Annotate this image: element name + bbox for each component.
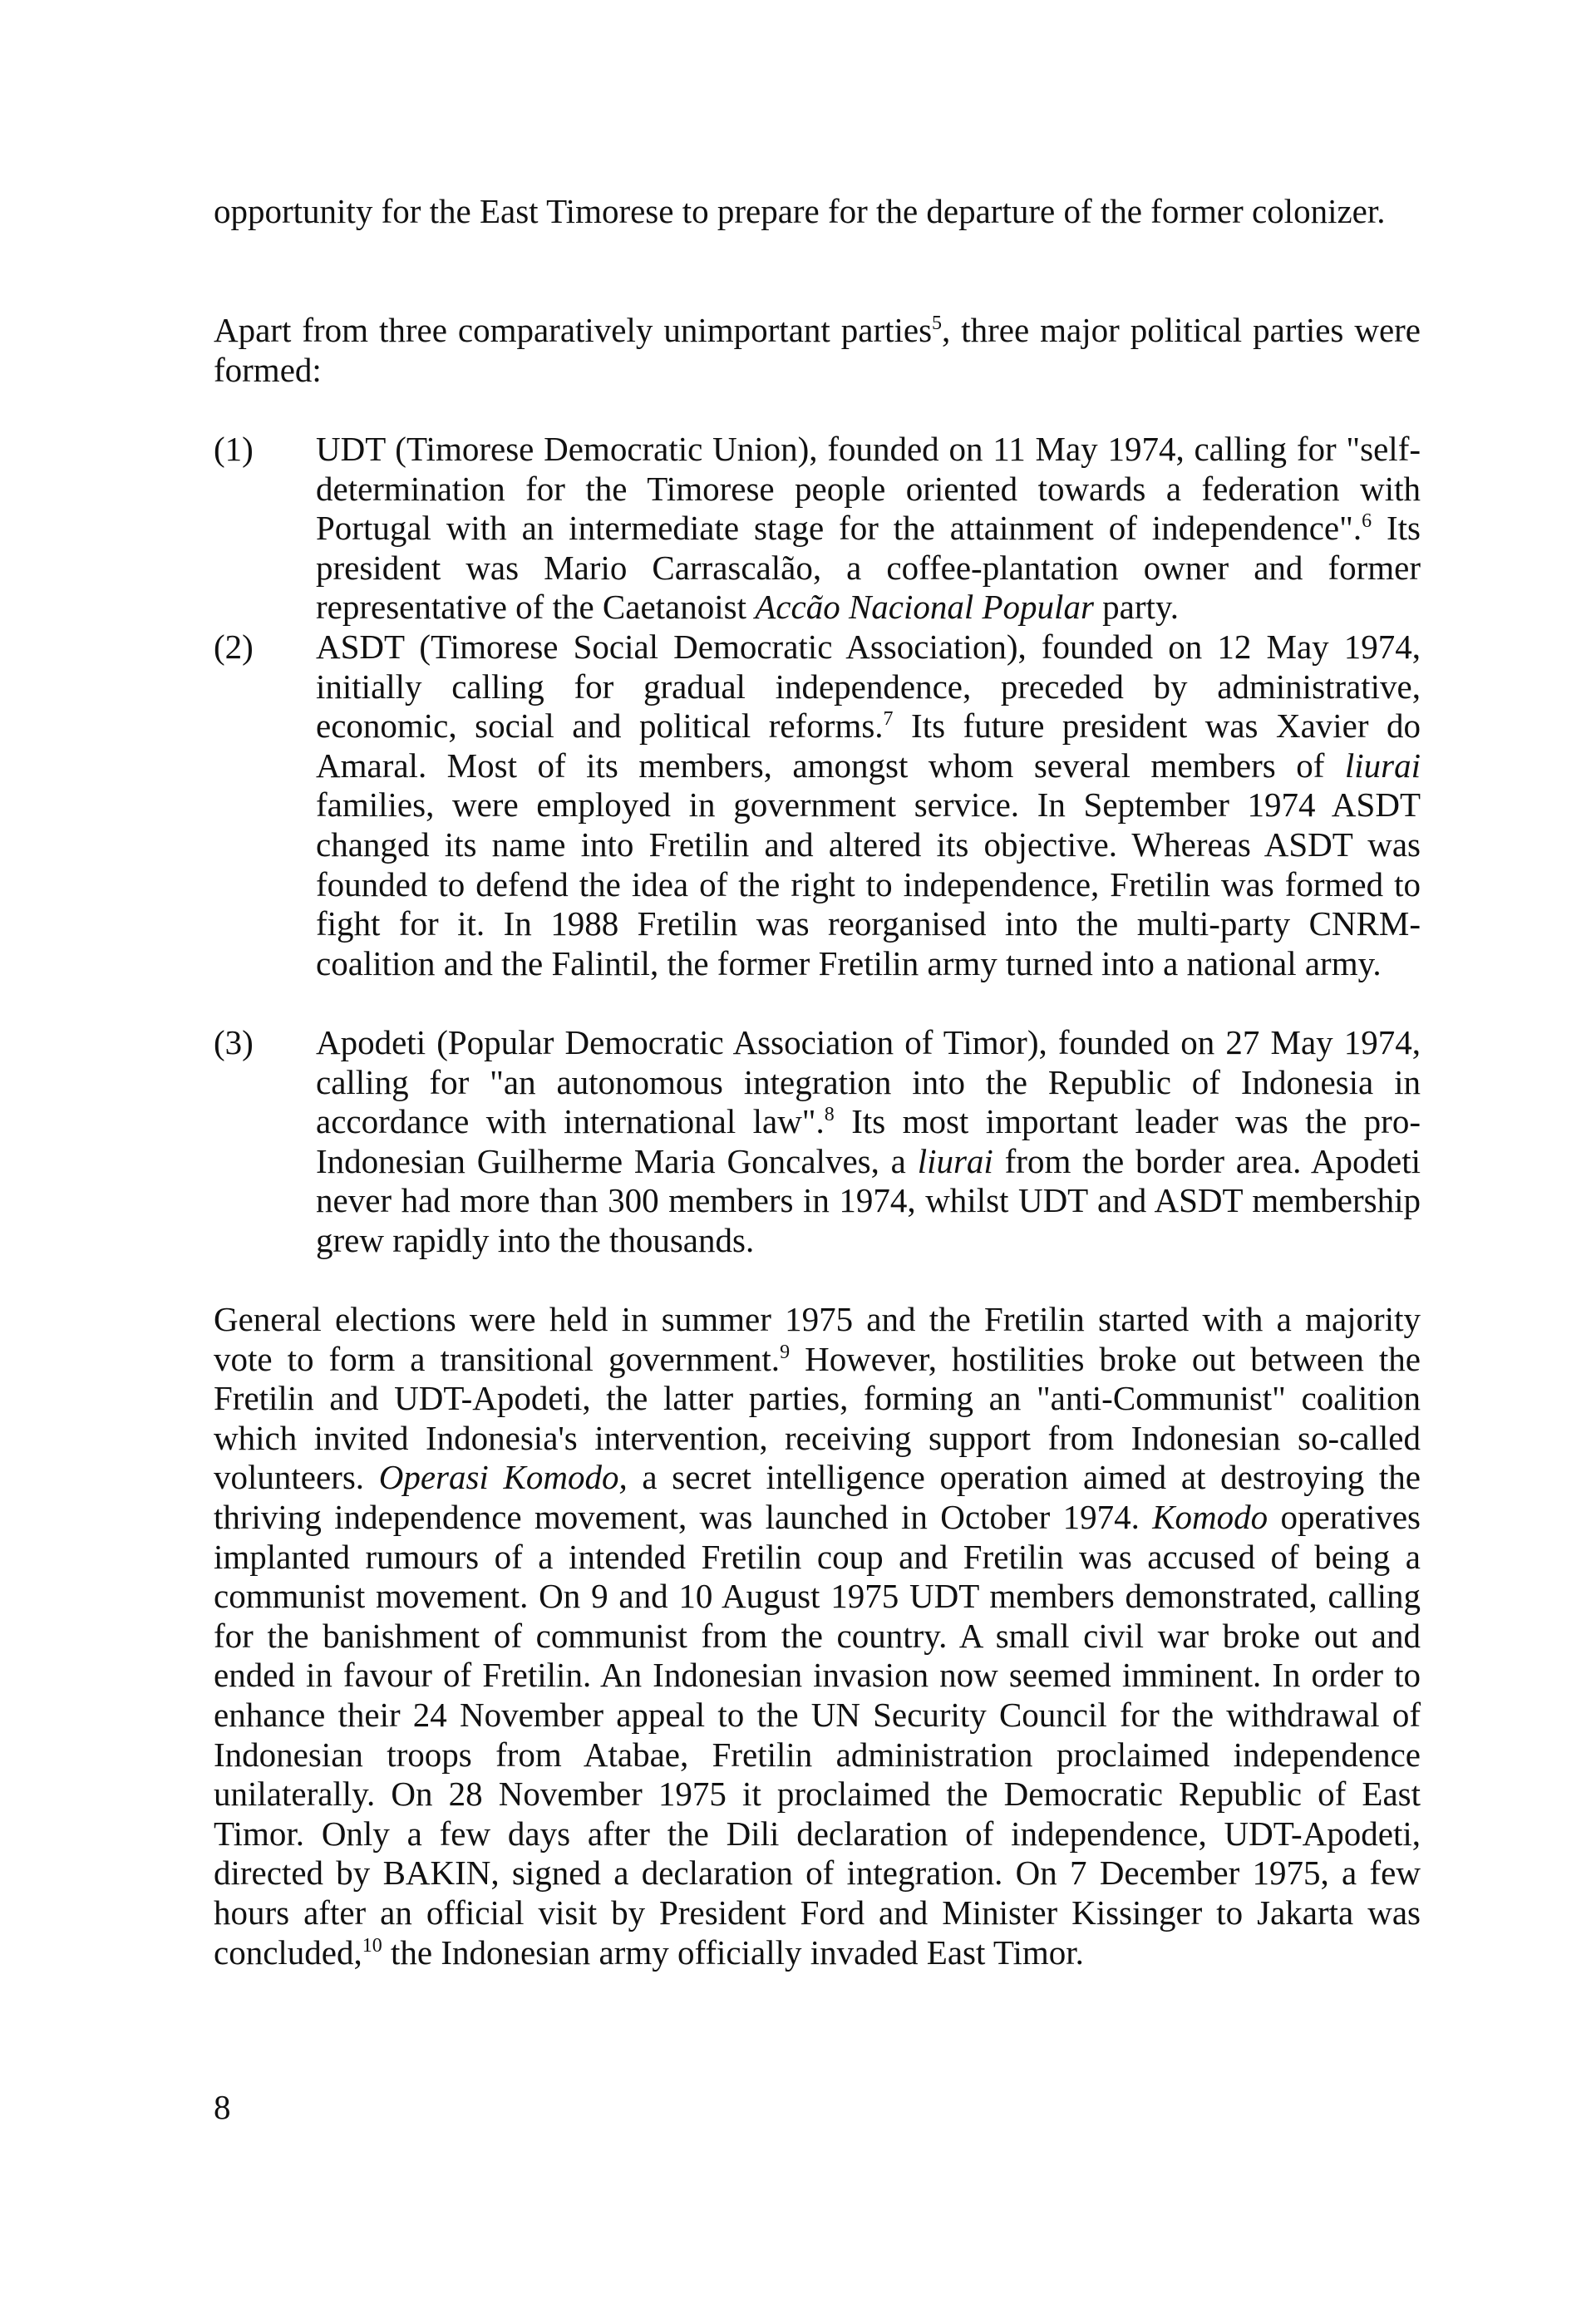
list-item-apodeti [316, 1023, 1421, 1261]
list-item-text: families, were employed in government service. In September 1974 ASDT changed its name into Fretilin and altered its objective. Whereas ASDT was founded to defend the idea of the right to independence, Fretilin was formed to fight for it. In 1988 Fretilin was reorganised into the multi-party CNRM-coalition and the Falintil, the former Fretilin army turned into a national army. [316, 785, 1421, 982]
list-item-asdt [316, 628, 1421, 983]
paragraph-text: operatives implanted rumours of a intended Fretilin coup and Fretilin was accused of being a communist movement. On 9 and 10 August 1975 UDT members demonstrated, calling for the banishment of communist from the country. A small civil war broke out and ended in favour of Fretilin. An Indonesian invasion now seemed imminent. In order to enhance their 24 November appeal to the UN Security Council for the withdrawal of Indonesian troops from Atabae, Fretilin administration proclaimed independence unilaterally. On 28 November 1975 it proclaimed the Democratic Republic of East Timor. Only a few days after the Dili declaration of independence, UDT-Apodeti, directed by BAKIN, signed a declaration of integration. On 7 December 1975, a few hours after an official visit by President Ford and Minister Kissinger to Jakarta was concluded, [214, 1497, 1421, 1972]
list-item-number-2: (2) [214, 628, 254, 666]
operasi-komodo-italic: Operasi Komodo, [378, 1458, 628, 1497]
footnote-ref-5: 5 [932, 313, 943, 334]
list-item-text: Apodeti (Popular Democratic Association of Timor), founded on 27 May 1974, calling for "an autonomous integration into the Republic of Indonesia in accordance with international law". [316, 1023, 1421, 1141]
footnote-ref-10: 10 [362, 1934, 382, 1957]
paragraph-text: Apart from three comparatively unimportant parties [214, 311, 933, 349]
page-number: 8 [214, 2088, 231, 2126]
footnote-ref-6: 6 [1362, 510, 1372, 533]
list-item-text: Its most important leader was the pro-Indonesian Guilherme Maria Goncalves, a [316, 1102, 1421, 1180]
list-item-number-1: (1) [214, 430, 254, 468]
paragraph-parties [214, 311, 1421, 390]
list-item-text: ASDT (Timorese Social Democratic Association), founded on 12 May 1974, initially calling for gradual independence, preceded by administrative, economic, social and political reforms. [316, 628, 1421, 746]
paragraph-text: opportunity for the East Timorese to prepare for the departure of the former colonizer. [214, 192, 1386, 230]
paragraph-text: General elections were held in summer 1975 and the Fretilin started with a majority vote to form a transitional government. [214, 1300, 1421, 1378]
list-item-text: party. [1093, 588, 1180, 627]
list-item-text: from the border area. Apodeti never had more than 300 members in 1974, whilst UDT and ASDT membership grew rapidly into the thousands. [316, 1141, 1421, 1259]
paragraph-text: a secret intelligence operation aimed at destroying the thriving independence movement, was launched in October 1974. [214, 1458, 1421, 1536]
footnote-ref-9: 9 [780, 1341, 791, 1363]
footnote-ref-8: 8 [824, 1104, 835, 1126]
paragraph-text: , three major political parties were formed: [214, 311, 1421, 389]
list-item-text: Its president was Mario Carrascalão, a coffee-plantation owner and former representative of the Caetanoist [316, 509, 1421, 627]
list-item-text: UDT (Timorese Democratic Union), founded on 11 May 1974, calling for "self-determination for the Timorese people oriented towards a federation with Portugal with an intermediate stage for the attainment of independence". [316, 430, 1421, 548]
footnote-ref-7: 7 [883, 708, 894, 731]
liurai-italic: liurai [1344, 746, 1421, 785]
list-item-number-3: (3) [214, 1023, 254, 1061]
party-name-italic: Accão Nacional Popular [755, 588, 1094, 627]
paragraph-text: the Indonesian army officially invaded East Timor. [382, 1932, 1084, 1972]
paragraph-intro [214, 192, 1421, 232]
komodo-italic: Komodo [1152, 1497, 1268, 1536]
list-item-text: Its future president was Xavier do Amaral. Most of its members, amongst whom several members of [316, 707, 1421, 785]
paragraph-text: However, hostilities broke out between the Fretilin and UDT-Apodeti, the latter parties, forming an "anti-Communist" coalition which invited Indonesia's intervention, receiving support from Indonesian so-called volunteers. [214, 1339, 1421, 1497]
list-item-udt [316, 430, 1421, 628]
paragraph-elections [214, 1300, 1421, 1972]
liurai-italic: liurai [917, 1141, 993, 1180]
